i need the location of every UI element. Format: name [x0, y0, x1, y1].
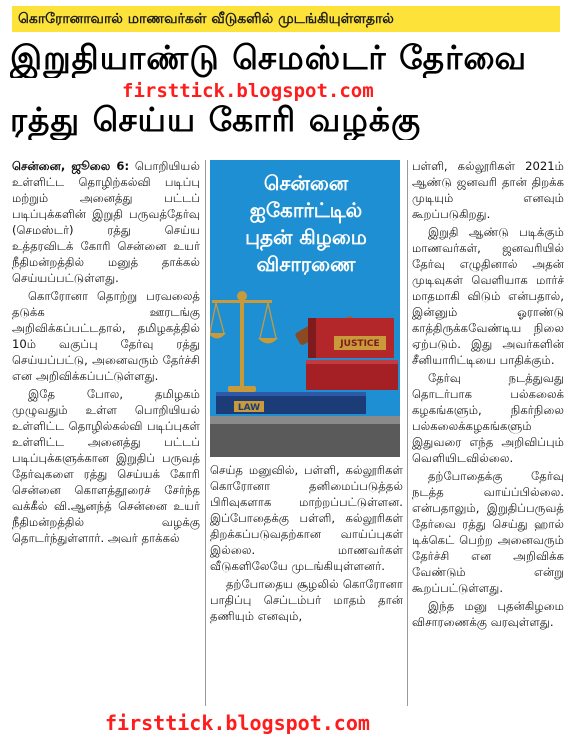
headline-line-2: ரத்து செய்ய கோரி வழக்கு	[10, 100, 422, 139]
col3-paragraph-5: இந்த மனு புதன்கிழமை விசாரணைக்கு வரவுள்ளது.	[412, 599, 564, 629]
headline-line-1: இறுதியாண்டு செமஸ்டர் தேர்வை	[10, 38, 528, 77]
kicker-banner: கொரோனாவால் மாணவர்கள் வீடுகளில் முடங்கியுள்ளதால்	[12, 6, 560, 32]
article-column-3	[412, 158, 564, 706]
col2-paragraph-2: தற்போதைய சூழலில் கொரோனா பாதிப்பு செப்டம்பர் மாதம் தான் தணியும் எனவும்,	[210, 577, 403, 623]
svg-text:LAW: LAW	[237, 403, 261, 413]
col3-paragraph-2: இறுதி ஆண்டு படிக்கும் மாணவர்கள், ஜனவரியில் தேர்வு எழுதினால் அதன் முடிவுகள் வெளியாக மார்ச் மாதமாகி விடும் என்பதால், இன்னும் ஓராண்டு காத்திருக்கவேண்டிய நிலை ஏற்படும். இது அவர்களின் சீனியாரிட்டியை பாதிக்கும்.	[412, 225, 564, 367]
scales-of-justice-icon	[210, 291, 278, 392]
column-divider-1	[205, 160, 206, 706]
column-divider-2	[407, 160, 408, 706]
dateline: சென்னை, ஜூலை 6:	[12, 159, 130, 173]
illustration-caption: சென்னை ஐகோர்ட்டில் புதன் கிழமை விசாரணை	[245, 171, 367, 276]
watermark-bottom: firsttick.blogspot.com	[105, 711, 370, 735]
scales-and-books-illustration	[210, 278, 400, 457]
article-column-1	[12, 158, 200, 706]
col3-paragraph-1: பள்ளி, கல்லூரிகள் 2021ம் ஆண்டு ஜனவரி தான் திறக்க முடியும் எனவும் கூறப்படுகிறது.	[412, 159, 564, 221]
court-illustration	[210, 160, 400, 457]
watermark-top: firsttick.blogspot.com	[122, 80, 374, 102]
col1-paragraph-2: கொரோனா தொற்று பரவலைத் தடுக்க ஊரடங்கு அறிவிக்கப்பட்டதால், தமிழகத்தில் 10ம் வகுப்பு தேர்வு ரத்து செய்யப்பட்டு, அனைவரும் தேர்ச்சி என அறிவிக்கப்பட்டுள்ளது.	[12, 289, 200, 383]
col3-paragraph-3: தேர்வு நடத்துவது தொடர்பாக பல்கலைக் கழகங்களும், நிகர்நிலை பல்கலைக்கழகங்களும் இதுவரை எந்த அறிவிப்பும் வெளியிடவில்லை.	[412, 371, 564, 465]
article-column-2	[210, 462, 403, 706]
col1-paragraph-3: இதே போல, தமிழகம் முழுவதும் உள்ள பொறியியல் உள்ளிட்ட தொழில்கல்வி படிப்புகள் உள்ளிட்ட அனைத்து பட்டப் படிப்புக்களுக்கான இறுதிப் பருவத் தேர்வுகளை ரத்து செய்யக் கோரி சென்னை கொளத்தூரைச் சேர்ந்த வக்கீல் வி.ஆனந்த் சென்னை உயர் நீதிமன்றத்தில் வழக்கு தொடர்ந்துள்ளார். அவர் தாக்கல்	[12, 387, 200, 545]
col1-paragraph-1: பொறியியல் உள்ளிட்ட தொழிற்கல்வி படிப்பு மற்றும் அனைத்து பட்டப் படிப்புக்களின் இறுதி பருவத்தேர்வு (செமஸ்டர்) ரத்து செய்ய உத்தரவிடக் கோரி சென்னை உயர் நீதிமன்றத்தில் மனுத் தாக்கல் செய்யப்பட்டுள்ளது.	[12, 159, 200, 285]
col2-paragraph-1: செய்த மனுவில், பள்ளி, கல்லூரிகள் கொரோனா தனிமைப்படுத்தல் பிரிவுகளாக மாற்றப்பட்டுள்ளன. இப்போதைக்கு பள்ளி, கல்லூரிகள் திறக்கப்படுவதற்கான வாய்ப்புகள் இல்லை. மாணவர்கள் வீடுகளிலேயே முடங்கியுள்ளனர்.	[210, 463, 403, 573]
svg-text:JUSTICE: JUSTICE	[340, 339, 380, 349]
col3-paragraph-4: தற்போதைக்கு தேர்வு நடத்த வாய்ப்பில்லை. என்பதாலும், இறுதிப்பருவத் தேர்வை ரத்து செய்து ஹால் டிக்கெட் பெற்ற அனைவரும் தேர்ச்சி என அறிவிக்க வேண்டும் என்று கூறப்பட்டுள்ளது.	[412, 469, 564, 595]
